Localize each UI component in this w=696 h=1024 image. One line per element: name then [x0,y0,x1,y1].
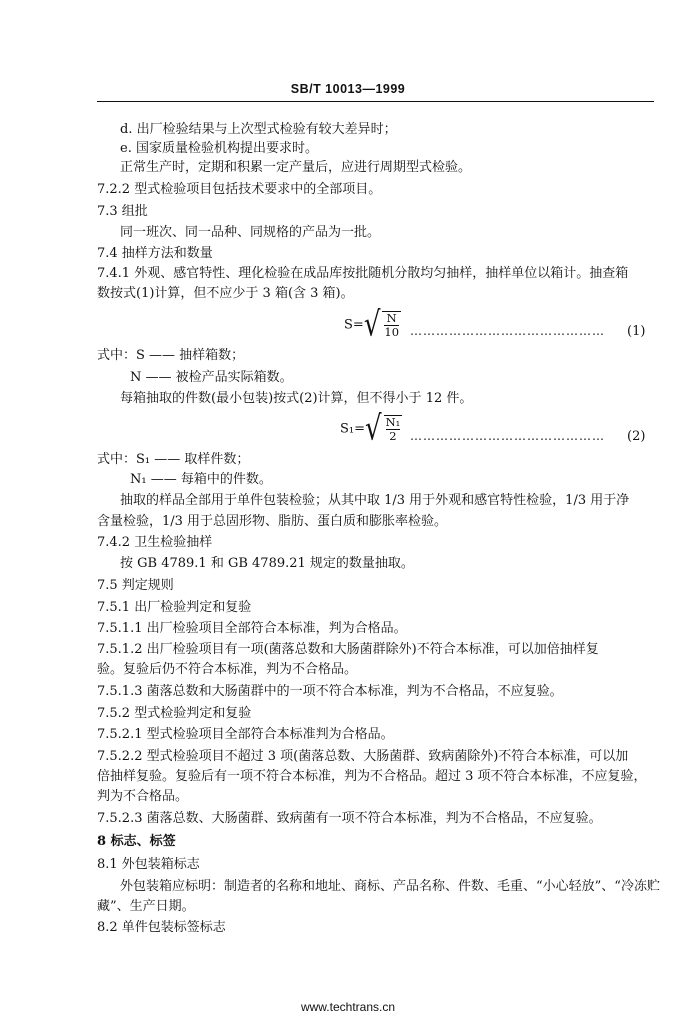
formula-1-lhs: S= [344,317,364,333]
text-line: 外包装箱应标明：制造者的名称和地址、商标、产品名称、件数、毛重、“小心轻放”、“冷冻贮 [120,879,660,894]
text-line: N —— 被检产品实际箱数。 [130,370,293,385]
clause-heading: 7.5.2 型式检验判定和复验 [97,706,252,721]
text-line: 按 GB 4789.1 和 GB 4789.21 规定的数量抽取。 [120,556,414,571]
text-line: 7.5.1.3 菌落总数和大肠菌群中的一项不符合本标准，判为不合格品，不应复验。 [97,684,563,699]
text-line: 含量检验，1/3 用于总固形物、脂肪、蛋白质和膨胀率检验。 [97,514,448,529]
formula-2-leader: ……………………………………… [410,429,605,443]
sqrt-symbol: √ [363,305,381,345]
text-line: 同一班次、同一品种、同规格的产品为一批。 [120,225,381,240]
text-line: 正常生产时，定期和积累一定产量后，应进行周期型式检验。 [120,160,472,175]
formula-1-fraction [382,311,401,339]
clause-heading: 7.3 组批 [97,204,148,219]
formula-2-denominator: 2 [389,429,397,443]
text-line: e. 国家质量检验机构提出要求时。 [120,141,318,156]
text-line: 藏”、生产日期。 [97,899,195,914]
clause-heading: 8.1 外包装箱标志 [97,857,200,872]
formula-1-leader: ……………………………………… [410,324,605,338]
text-line: 7.5.2.1 型式检验项目全部符合本标准判为合格品。 [97,727,394,742]
section-heading: 8 标志、标签 [97,834,176,849]
text-line: 7.5.1.2 出厂检验项目有一项(菌落总数和大肠菌群除外)不符合本标准，可以加倍抽样复 [97,642,599,657]
text-line: 每箱抽取的件数(最小包装)按式(2)计算，但不得小于 12 件。 [120,391,473,406]
source-url: www.techtrans.cn [300,1000,396,1014]
text-line: d. 出厂检验结果与上次型式检验有较大差异时； [120,122,397,137]
text-line: N₁ —— 每箱中的件数。 [130,472,272,487]
clause-heading: 7.4 抽样方法和数量 [97,246,213,261]
formula-2-lhs: S₁= [340,421,366,437]
text-line: 7.5.1.1 出厂检验项目全部符合本标准，判为合格品。 [97,621,407,636]
header-rule [97,101,654,102]
clause-heading: 7.2.2 型式检验项目包括技术要求中的全部项目。 [97,182,382,197]
text-line: 7.5.2.3 菌落总数、大肠菌群、致病菌有一项不符合本标准，判为不合格品，不应复验。 [97,811,602,826]
text-line: 倍抽样复验。复验后有一项不符合本标准，判为不合格品。超过 3 项不符合本标准，不应复验， [97,769,647,784]
document-code-header: SB/T 10013—1999 [290,82,406,96]
text-line: 验。复验后仍不符合本标准，判为不合格品。 [97,662,358,677]
clause-heading: 7.4.2 卫生检验抽样 [97,535,213,550]
formula-1 [344,305,401,345]
formula-1-denominator: 10 [384,325,400,339]
text-line: 7.5.2.2 型式检验项目不超过 3 项(菌落总数、大肠菌群、致病菌除外)不符合本标准，可以加 [97,749,629,764]
clause-heading: 8.2 单件包装标签标志 [97,920,226,935]
text-line: 抽取的样品全部用于单件包装检验；从其中取 1/3 用于外观和感官特性检验，1/3 用于净 [120,493,630,508]
formula-2-number: (2) [627,429,646,444]
text-line: 判为不合格品。 [97,789,189,804]
formula-2-numerator: N₁ [385,415,401,429]
formula-2 [340,409,402,449]
formula-2-fraction [384,415,403,443]
sqrt-symbol: √ [365,409,382,449]
formula-1-number: (1) [627,324,646,339]
text-line: 数按式(1)计算，但不应少于 3 箱(含 3 箱)。 [97,286,354,301]
clause-heading: 7.5 判定规则 [97,578,174,593]
text-line: 式中：S —— 抽样箱数； [97,348,245,363]
clause-heading: 7.5.1 出厂检验判定和复验 [97,600,252,615]
formula-1-numerator: N [384,312,399,326]
text-line: 式中：S₁ —— 取样件数； [97,452,250,467]
text-line: 7.4.1 外观、感官特性、理化检验在成品库按批随机分散均匀抽样，抽样单位以箱计。抽查箱 [97,266,629,281]
